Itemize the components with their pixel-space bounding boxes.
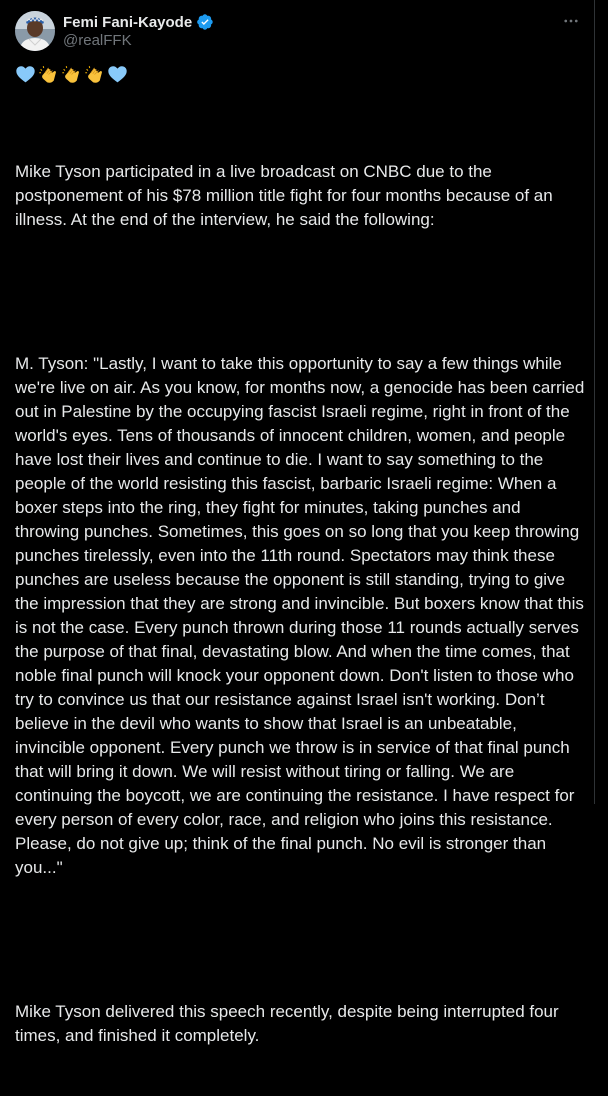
more-horizontal-icon — [562, 12, 580, 30]
scroll-gutter — [595, 0, 608, 804]
author-handle[interactable]: @realFFK — [63, 32, 132, 49]
clapping-hands-icon — [84, 64, 105, 85]
verified-badge-icon — [196, 13, 214, 31]
tweet-paragraph: M. Tyson: "Lastly, I want to take this opportunity to say a few things while we're live on air. As you know, for months now, a genocide has been carried out in Palestine by the occupying fascist Israeli regime, right in front of the world's eyes. Tens of thousands of innocent children, women, and people have lost their lives and continue to die. I want to say something to the people of the world resisting this fascist, barbaric Israeli regime: When a boxer steps into the ring, they fight for minutes, taking punches and throwing punches. Sometimes, this goes on so long that you keep throwing punches tirelessly, even into the 11th round. Spectators may think these punches are useless because the opponent is still standing, trying to give the impression that they are strong and invincible. But boxers know that this is not the case. Every punch thrown during those 11 rounds actually serves the purpose of that final, devastating blow. And when the time comes, that noble final punch will knock your opponent down. Don't listen to those who try to convince us that our resistance against Israel isn't working. Don’t believe in the devil who wants to show that Israel is an unbeatable, invincible opponent. Every punch we throw is in service of that final punch that will bring it down. We will resist without tiring or falling. We are continuing the boycott, we are continuing the resistance. I have respect for every person of every color, race, and religion who joins this resistance. Please, do not give up; think of the final punch. No evil is stronger than you..." — [15, 354, 590, 877]
profile-photo-icon — [15, 11, 55, 51]
author-name-row — [63, 12, 214, 32]
clapping-hands-icon — [61, 64, 82, 85]
author-display-name[interactable]: Femi Fani-Kayode — [63, 13, 193, 31]
tweet-paragraph: Mike Tyson delivered this speech recently, despite being interrupted four times, and finished it completely. — [15, 1002, 564, 1045]
more-options-button[interactable] — [556, 8, 586, 34]
emoji-row — [15, 64, 128, 85]
tweet-paragraph: Mike Tyson participated in a live broadcast on CNBC due to the postponement of his $78 million title fight for four months because of an illness. At the end of the interview, he said the following: — [15, 162, 558, 229]
blue-heart-icon — [15, 64, 36, 85]
tweet-body — [15, 112, 590, 1096]
clapping-hands-icon — [38, 64, 59, 85]
avatar[interactable] — [15, 11, 55, 51]
blue-heart-icon — [107, 64, 128, 85]
